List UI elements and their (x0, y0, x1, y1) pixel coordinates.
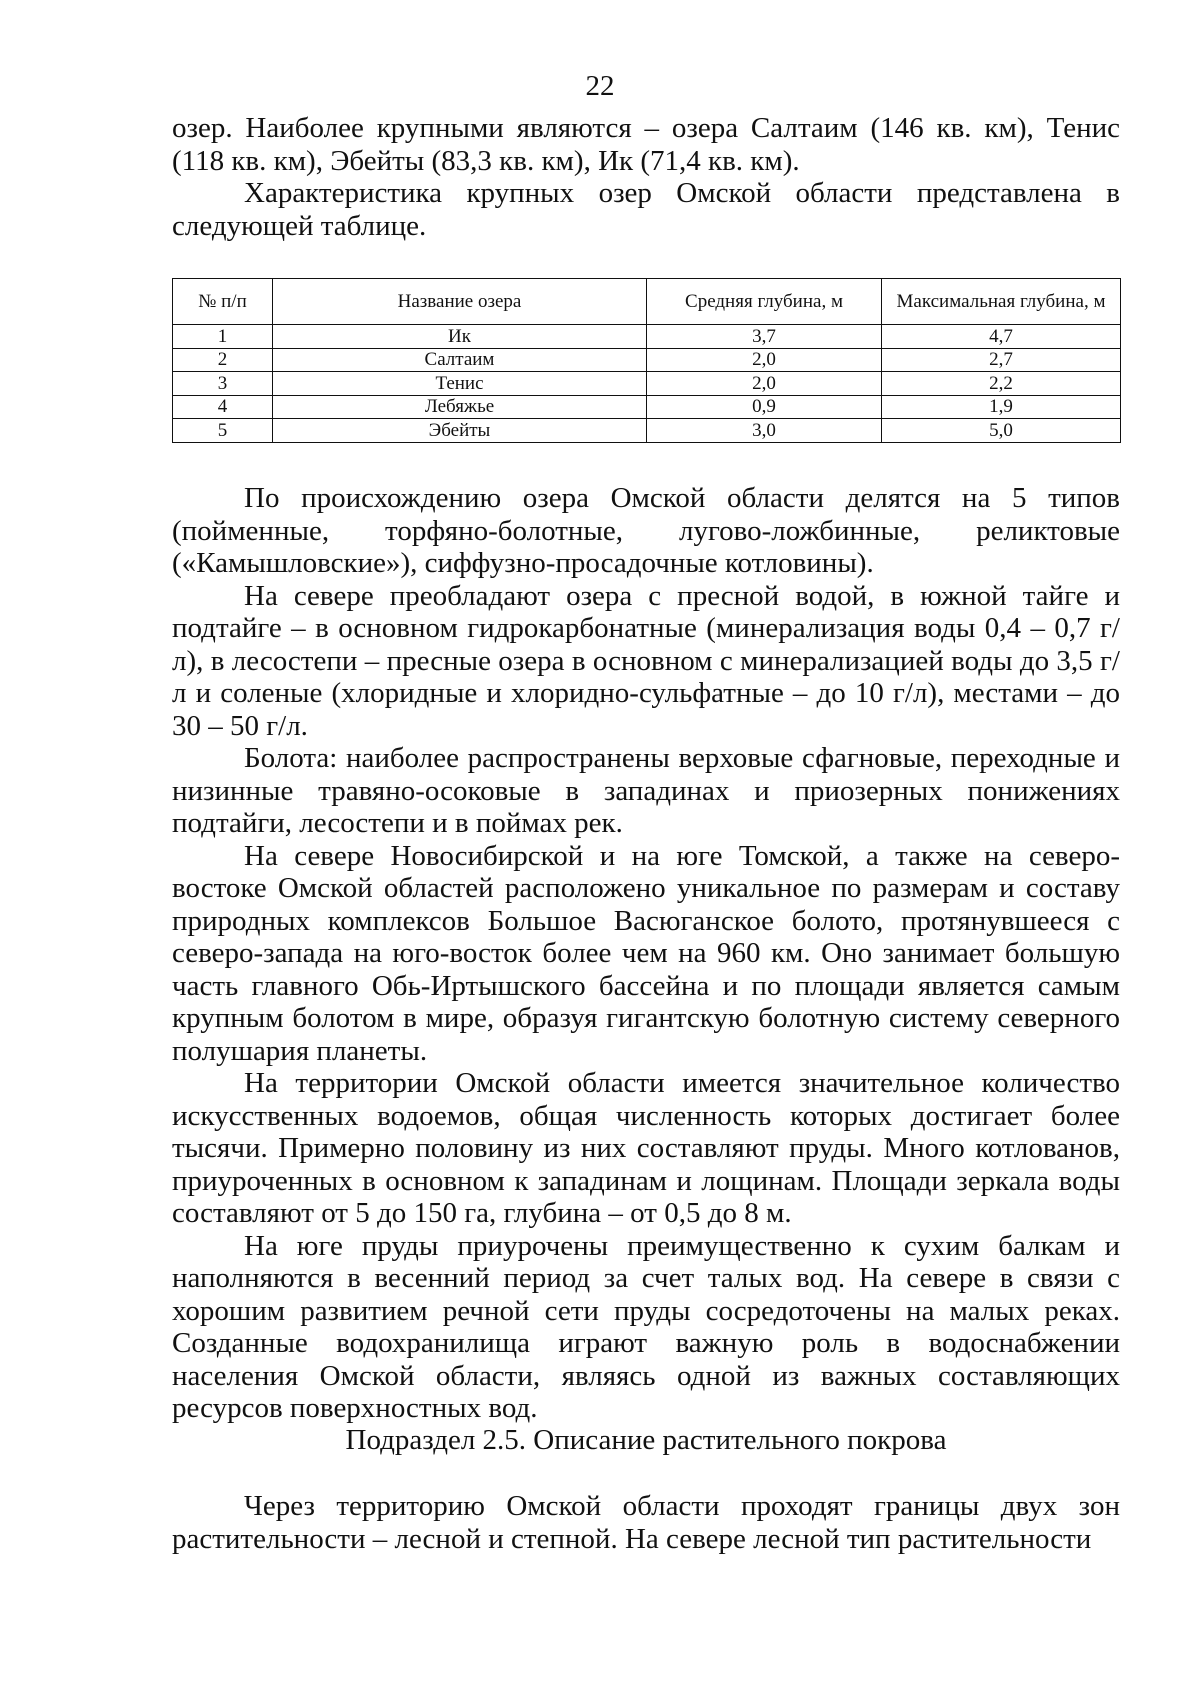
column-header-max-depth: Максимальная глубина, м (882, 279, 1121, 325)
cell-max-depth: 5,0 (882, 419, 1121, 443)
cell-lake-name: Тенис (273, 372, 647, 396)
column-header-number: № п/п (173, 279, 273, 325)
paragraph: Характеристика крупных озер Омской области представлена в следующей таблице. (172, 177, 1120, 242)
paragraph: Болота: наиболее распространены верховые сфагновые, переходные и низинные травяно-осоковые в западинах и приозерных понижениях подтайги, лесостепи и в поймах рек. (172, 742, 1120, 839)
paragraph: По происхождению озера Омской области делятся на 5 типов (пойменные, торфяно-болотные, лугово-ложбинные, реликтовые («Камышловские»), сиффузно-просадочные котловины). (172, 482, 1120, 579)
paragraph: На севере преобладают озера с пресной водой, в южной тайге и подтайге – в основном гидрокарбонатные (минерализация воды 0,4 – 0,7 г/л), в лесостепи – пресные озера в основном с минерализацией воды до 3,5 г/л и соленые (хлоридные и хлоридно-сульфатные – до 10 г/л), местами – до 30 – 50 г/л. (172, 579, 1120, 742)
cell-max-depth: 2,2 (882, 372, 1121, 396)
cell-lake-name: Лебяжье (273, 395, 647, 419)
table-row (173, 372, 1121, 396)
intro-text (172, 112, 1120, 242)
cell-lake-name: Салтаим (273, 348, 647, 372)
table-row (173, 348, 1121, 372)
cell-number: 2 (173, 348, 273, 372)
paragraph: На территории Омской области имеется значительное количество искусственных водоемов, общая численность которых достигает более тысячи. Примерно половину из них составляют пруды. Много котлованов, приуроченных в основном к западинам и лощинам. Площади зеркала воды составляют от 5 до 150 га, глубина – от 0,5 до 8 м. (172, 1067, 1120, 1229)
cell-number: 1 (173, 325, 273, 349)
cell-lake-name: Эбейты (273, 419, 647, 443)
subsection-heading: Подраздел 2.5. Описание растительного покрова (345, 1424, 947, 1456)
cell-lake-name: Ик (273, 325, 647, 349)
paragraph: озер. Наиболее крупными являются – озера Салтаим (146 кв. км), Тенис (118 кв. км), Эбейты (83,3 кв. км), Ик (71,4 кв. км). (172, 112, 1120, 177)
paragraph: На севере Новосибирской и на юге Томской, а также на северо-востоке Омской областей расположено уникальное по размерам и составу природных комплексов Большое Васюганское болото, протянувшееся с северо-запада на юго-восток более чем на 960 км. Оно занимает большую часть главного Обь-Иртышского бассейна и по площади является самым крупным болотом в мире, образуя гигантскую болотную систему северного полушария планеты. (172, 839, 1120, 1067)
final-text (172, 1490, 1120, 1555)
cell-average-depth: 3,0 (647, 419, 882, 443)
table-row (173, 419, 1121, 443)
cell-max-depth: 1,9 (882, 395, 1121, 419)
cell-max-depth: 2,7 (882, 348, 1121, 372)
cell-average-depth: 2,0 (647, 372, 882, 396)
cell-number: 5 (173, 419, 273, 443)
cell-number: 4 (173, 395, 273, 419)
cell-average-depth: 3,7 (647, 325, 882, 349)
lakes-table (172, 278, 1121, 443)
paragraph: Через территорию Омской области проходят границы двух зон растительности – лесной и степной. На севере лесной тип растительности (172, 1490, 1120, 1555)
body-text (172, 482, 1120, 1425)
paragraph: На юге пруды приурочены преимущественно к сухим балкам и наполняются в весенний период за счет талых вод. На севере в связи с хорошим развитием речной сети пруды сосредоточены на малых реках. Созданные водохранилища играют важную роль в водоснабжении населения Омской области, являясь одной из важных составляющих ресурсов поверхностных вод. (172, 1229, 1120, 1424)
cell-average-depth: 2,0 (647, 348, 882, 372)
table-row (173, 325, 1121, 349)
table-row (173, 395, 1121, 419)
cell-average-depth: 0,9 (647, 395, 882, 419)
cell-number: 3 (173, 372, 273, 396)
column-header-average-depth: Средняя глубина, м (647, 279, 882, 325)
page-number: 22 (585, 70, 615, 102)
column-header-lake-name: Название озера (273, 279, 647, 325)
table-header-row (173, 279, 1121, 325)
cell-max-depth: 4,7 (882, 325, 1121, 349)
